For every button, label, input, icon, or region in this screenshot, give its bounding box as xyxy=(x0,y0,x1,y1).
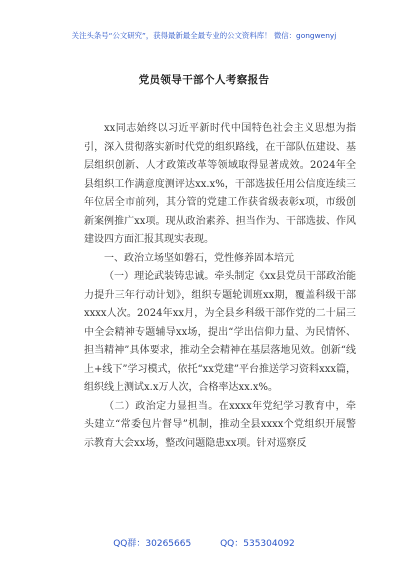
document-body xyxy=(84,120,356,453)
body-paragraph: （一）理论武装铸忠诚。牵头制定《xx县党员干部政治能力提升三年行动计划》，组织专题轮训班xx期，覆盖科级干部xxxx人次。2024年xx月，为全县乡科级干部作党的二十届三中全会精神专题辅导xx场，提出“学出信仰力量、为民情怀、担当精神”具体要求，推动全会精神在基层落地见效。创新“线上+线下”学习模式，依托“xx党建”平台推送学习资料xxx篇，组织线上测试x.x万人次，合格率达xx.x%。 xyxy=(84,271,356,393)
section-heading: 一、政治立场坚如磐石，党性修养固本培元 xyxy=(104,252,294,264)
qq-contact-text: QQ：535304092 xyxy=(220,539,295,549)
body-paragraph: （二）政治定力显担当。在xxxx年党纪学习教育中，牵头建立“常委包片督导”机制，推动全县xxxx个党组织开展警示教育大会xx场，整改问题隐患xx项。针对巡察反 xyxy=(84,400,356,449)
header-banner: 关注头条号“公文研究”，获得最新最全最专业的公文资料库！ 微信：gongwenyj xyxy=(71,31,337,40)
qq-group-text: QQ群：30265665 xyxy=(113,539,192,549)
intro-paragraph: xx同志始终以习近平新时代中国特色社会主义思想为指引，深入贯彻落实新时代党的组织路线，在干部队伍建设、基层组织创新、人才政策改革等领域取得显著成效。2024年全县组织工作满意度测评达xx.x%，干部选拔任用公信度连续三年位居全市前列，其分管的党建工作获省级表彰x项，市级创新案例推广xx项。现从政治素养、担当作为、干部选拔、作风建设四方面汇报其现实表现。 xyxy=(84,123,356,245)
document-title: 党员领导干部个人考察报告 xyxy=(138,74,270,86)
footer xyxy=(0,536,408,549)
